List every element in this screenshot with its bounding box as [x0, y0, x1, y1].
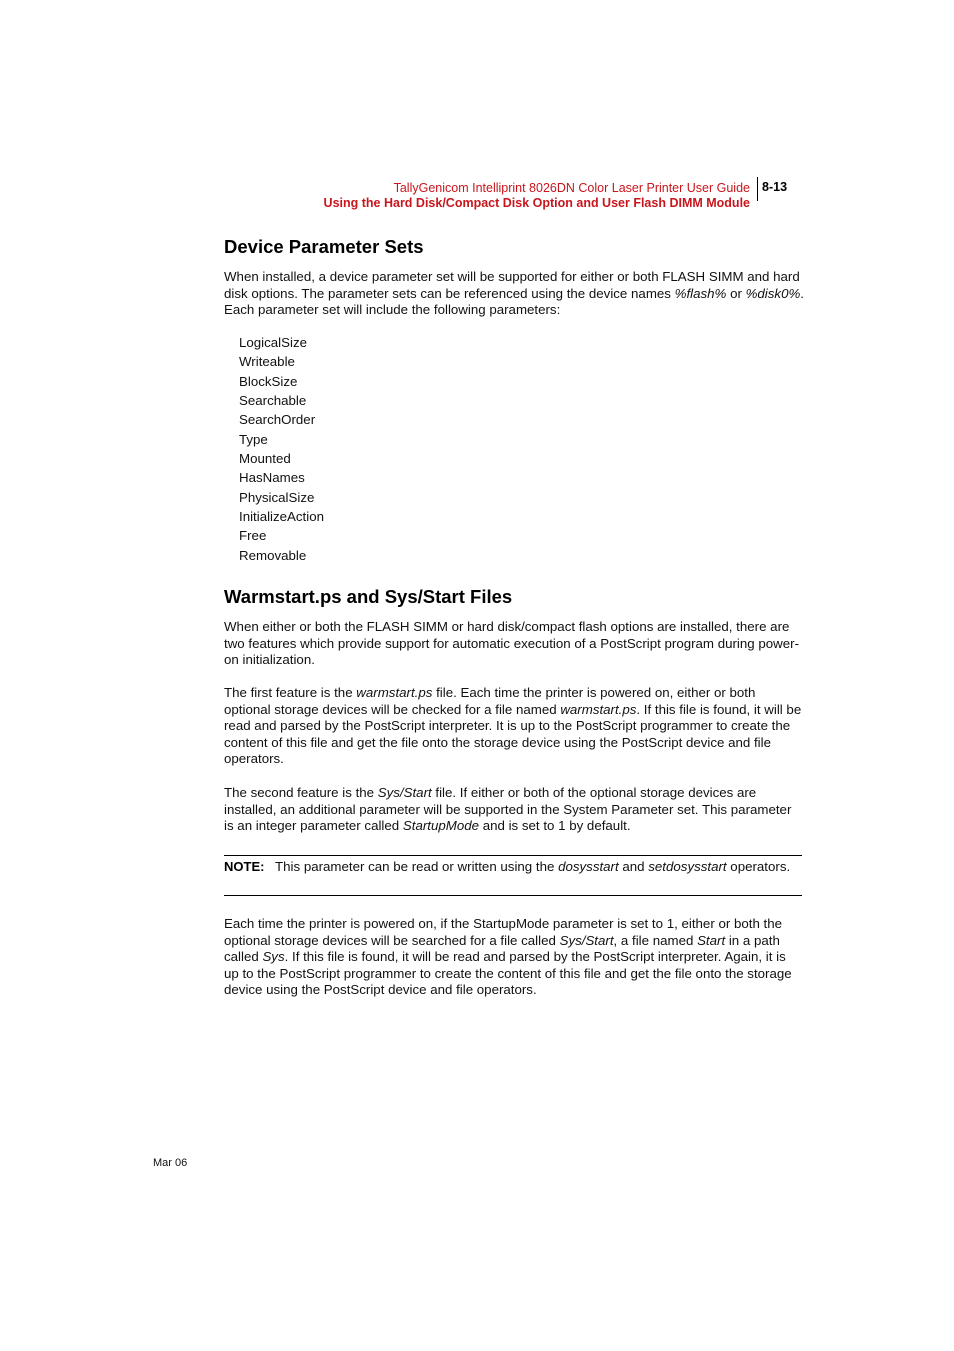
text-run: operators. — [726, 859, 791, 874]
list-item: Mounted — [239, 451, 291, 467]
operator-setdosysstart: setdosysstart — [648, 859, 727, 874]
text-run: When installed, a device parameter set will be supported for either or both FLASH SIMM and hard disk options. The parameter sets can be referenced using the device names — [224, 269, 800, 301]
device-parameter-intro — [224, 269, 804, 319]
text-run: and — [618, 859, 649, 874]
text-run: file. If either or both of the optional storage devices are installed, an additional parameter will be supported in the System Parameter set. This parameter is an integer parameter called — [224, 785, 792, 834]
note-text — [275, 859, 802, 876]
operator-dosysstart: dosysstart — [558, 859, 619, 874]
list-item: Free — [239, 528, 267, 544]
filename-warmstart: warmstart.ps — [560, 701, 637, 717]
list-item: SearchOrder — [239, 412, 316, 428]
filename-sys-start: Sys/Start — [559, 932, 614, 948]
header-divider — [757, 177, 758, 201]
warmstart-intro-paragraph — [224, 619, 804, 669]
text-run: The first feature is the — [224, 685, 357, 700]
text-run: The second feature is the — [224, 785, 378, 800]
list-item: HasNames — [239, 470, 305, 486]
text-run: file. Each time the printer is powered on, either or both optional storage devices will be checked for a file named — [224, 685, 756, 717]
text-run: in a path called — [224, 932, 780, 965]
footer-date: Mar 06 — [153, 1157, 188, 1169]
list-item: BlockSize — [239, 373, 298, 389]
section-heading-device-parameter-sets: Device Parameter Sets — [224, 236, 424, 257]
device-name-disk: %disk0% — [745, 285, 801, 301]
header-chapter-title: Using the Hard Disk/Compact Disk Option and User Flash DIMM Module — [323, 196, 750, 210]
text-run: . If this file is found, it will be read and parsed by the PostScript interpreter. Again, it is up to the PostScript programmer to create the content of this file and get the file onto the storage device using the PostScript device and file operators. — [224, 949, 792, 998]
parameter-startupmode: StartupMode — [402, 818, 480, 834]
list-item: PhysicalSize — [239, 489, 315, 505]
parameter-list — [239, 333, 324, 565]
list-item: LogicalSize — [239, 335, 308, 350]
text-run: or — [726, 285, 746, 301]
startup-mode-paragraph — [224, 916, 804, 999]
text-run: . If this file is found, it will be read and parsed by the PostScript interpreter. It is up to the PostScript programmer to create the content of this file and get the file onto the storage device using the PostScript device and file operators. — [224, 701, 802, 767]
list-item: Type — [239, 431, 268, 447]
note-label: NOTE: — [224, 859, 265, 874]
filename-start: Start — [697, 932, 726, 948]
path-sys: Sys — [262, 949, 285, 965]
text-run: and is set to 1 by default. — [479, 818, 631, 834]
text-run: . Each parameter set will include the following parameters: — [224, 285, 804, 318]
list-item: Writeable — [239, 354, 295, 370]
paragraph-text: When either or both the FLASH SIMM or hard disk/compact flash options are installed, there are two features which provide support for automatic execution of a PostScript program during power-on initialization. — [224, 619, 800, 668]
list-item: Removable — [239, 547, 307, 563]
sys-start-second-feature-paragraph — [224, 785, 804, 835]
page-number: 8-13 — [762, 180, 788, 194]
filename-warmstart: warmstart.ps — [356, 685, 433, 700]
filename-sys-start: Sys/Start — [377, 785, 432, 800]
section-heading-warmstart: Warmstart.ps and Sys/Start Files — [224, 586, 513, 607]
list-item: Searchable — [239, 393, 307, 409]
header-guide-title: TallyGenicom Intelliprint 8026DN Color Laser Printer User Guide — [393, 181, 750, 195]
device-name-flash: %flash% — [674, 285, 727, 301]
text-run: This parameter can be read or written using the — [275, 859, 559, 874]
text-run: , a file named — [613, 932, 698, 948]
warmstart-first-feature-paragraph — [224, 685, 804, 768]
note-box — [224, 855, 802, 896]
list-item: InitializeAction — [239, 509, 324, 525]
text-run: Each time the printer is powered on, if the StartupMode parameter is set to 1, either or both the optional storage devices will be searched for a file called — [224, 916, 783, 948]
